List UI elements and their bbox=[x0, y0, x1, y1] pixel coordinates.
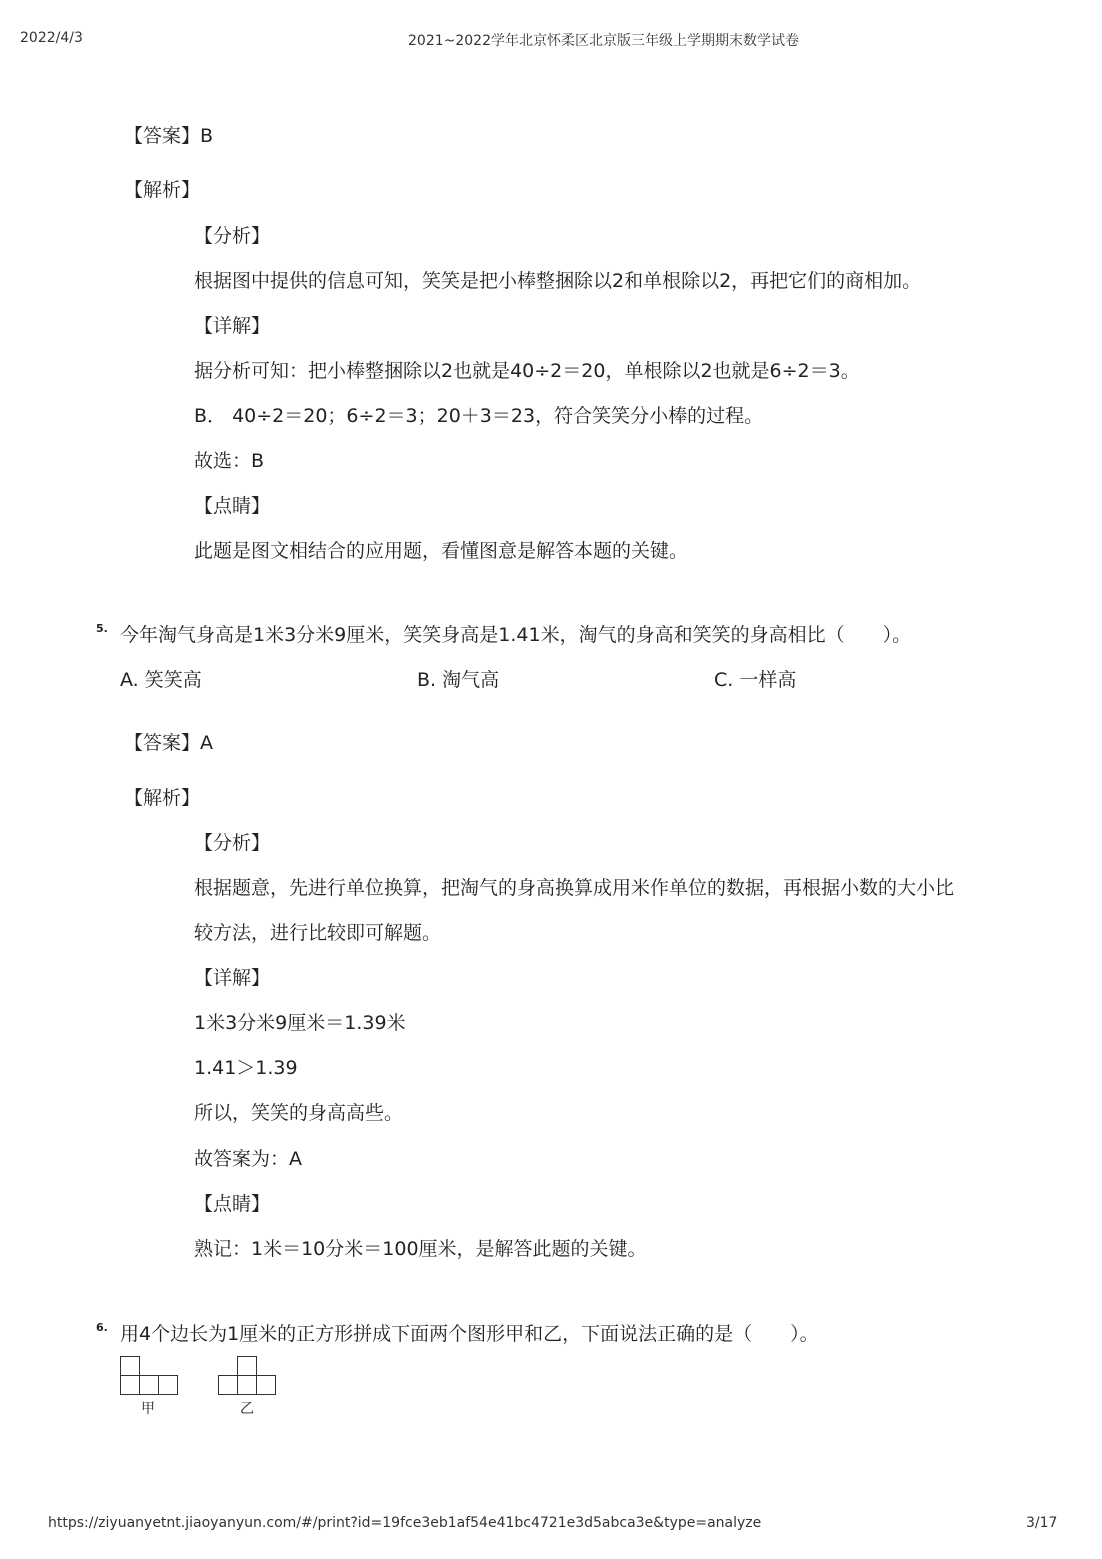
q5-answer: 【答案】A bbox=[124, 732, 213, 754]
footer-url[interactable]: https://ziyuanyetnt.jiaoyanyun.com/#/print?id=19fce3eb1af54e41bc4721e3d5abca3e&type=analyze bbox=[48, 1515, 762, 1531]
q5-question: 今年淘气身高是1米3分米9厘米，笑笑身高是1.41米，淘气的身高和笑笑的身高相比（ ）。 bbox=[120, 624, 912, 646]
figure-yi-square bbox=[238, 1376, 257, 1395]
q4-fenxi-label: 【分析】 bbox=[194, 225, 271, 247]
q6-number: 6. bbox=[96, 1321, 108, 1334]
q4-dianjing-label: 【点睛】 bbox=[194, 495, 271, 517]
figure-jia-square bbox=[140, 1376, 159, 1395]
q5-detail-1: 1米3分米9厘米＝1.39米 bbox=[194, 1012, 406, 1034]
q5-number: 5. bbox=[96, 622, 108, 635]
q5-analysis-label: 【解析】 bbox=[124, 787, 201, 809]
q5-detail-2: 1.41＞1.39 bbox=[194, 1057, 298, 1079]
header-title: 2021~2022学年北京怀柔区北京版三年级上学期期末数学试卷 bbox=[408, 33, 799, 49]
figure-yi-square bbox=[257, 1376, 276, 1395]
figure-yi-label: 乙 bbox=[240, 1401, 254, 1417]
q5-dianjing-text: 熟记：1米＝10分米＝100厘米，是解答此题的关键。 bbox=[194, 1238, 647, 1260]
q4-detail-3: 故选：B bbox=[194, 450, 265, 472]
q4-xiangjie-label: 【详解】 bbox=[194, 315, 271, 337]
q4-fenxi-text: 根据图中提供的信息可知，笑笑是把小棒整捆除以2和单根除以2，再把它们的商相加。 bbox=[194, 270, 922, 292]
q5-fenxi-line2: 较方法，进行比较即可解题。 bbox=[194, 922, 442, 944]
q5-dianjing-label: 【点睛】 bbox=[194, 1193, 271, 1215]
q4-dianjing-text: 此题是图文相结合的应用题，看懂图意是解答本题的关键。 bbox=[194, 540, 689, 562]
footer-page-number: 3/17 bbox=[1026, 1515, 1058, 1531]
q4-answer: 【答案】B bbox=[124, 125, 214, 147]
q5-detail-4: 故答案为：A bbox=[194, 1148, 302, 1170]
figure-jia-square bbox=[121, 1357, 140, 1376]
figure-yi-square bbox=[219, 1376, 238, 1395]
q4-detail-2: B． 40÷2＝20；6÷2＝3；20＋3＝23，符合笑笑分小棒的过程。 bbox=[194, 405, 764, 427]
q5-xiangjie-label: 【详解】 bbox=[194, 967, 271, 989]
q5-option-b[interactable]: B. 淘气高 bbox=[417, 669, 500, 691]
q5-fenxi-label: 【分析】 bbox=[194, 832, 271, 854]
figure-jia-square bbox=[121, 1376, 140, 1395]
figure-jia-label: 甲 bbox=[141, 1401, 155, 1417]
q5-option-c[interactable]: C. 一样高 bbox=[714, 669, 797, 691]
q5-fenxi-line1: 根据题意，先进行单位换算，把淘气的身高换算成用米作单位的数据，再根据小数的大小比 bbox=[194, 877, 955, 899]
figure-yi bbox=[217, 1355, 277, 1395]
figure-jia-square bbox=[159, 1376, 178, 1395]
q4-detail-1: 据分析可知：把小棒整捆除以2也就是40÷2＝20，单根除以2也就是6÷2＝3。 bbox=[194, 360, 860, 382]
figure-jia bbox=[119, 1355, 179, 1395]
figure-yi-square bbox=[238, 1357, 257, 1376]
q5-detail-3: 所以，笑笑的身高高些。 bbox=[194, 1102, 404, 1124]
q5-option-a[interactable]: A. 笑笑高 bbox=[120, 669, 202, 691]
q4-analysis-label: 【解析】 bbox=[124, 179, 201, 201]
q6-question: 用4个边长为1厘米的正方形拼成下面两个图形甲和乙，下面说法正确的是（ ）。 bbox=[120, 1323, 819, 1345]
header-date: 2022/4/3 bbox=[20, 30, 83, 46]
